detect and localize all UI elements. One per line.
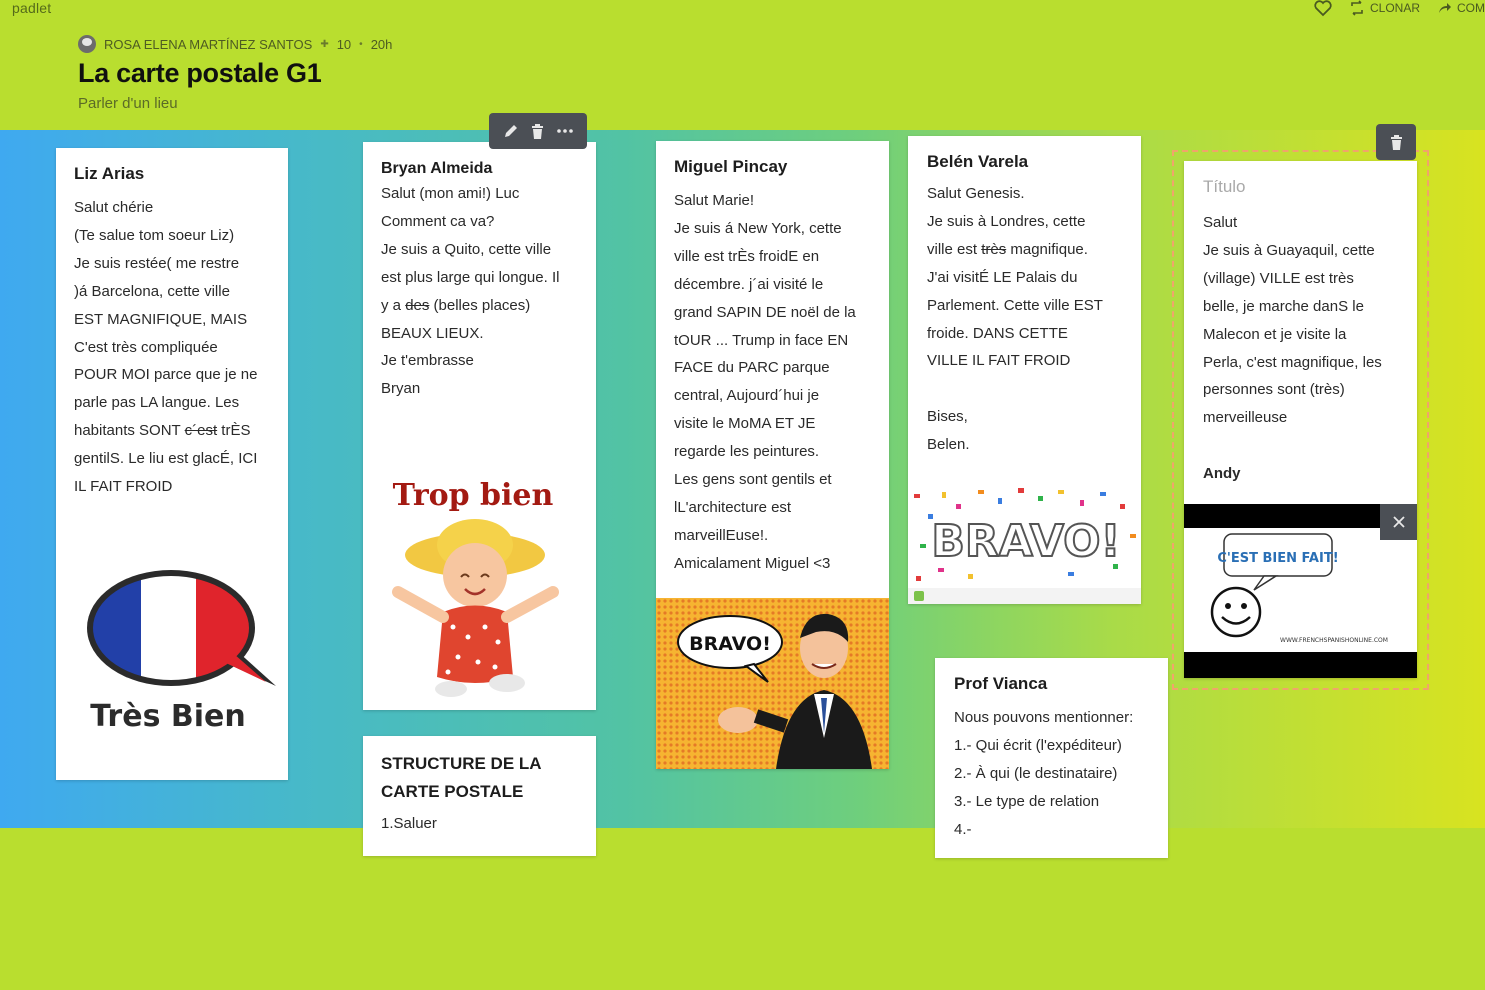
post-card-belen[interactable]: [908, 136, 1141, 604]
avatar[interactable]: [78, 35, 96, 53]
bien-fait-image[interactable]: [1184, 504, 1417, 678]
like-button[interactable]: [1314, 0, 1332, 16]
struck-text: des: [405, 296, 430, 314]
comment-label: COM: [1457, 1, 1485, 15]
top-bar: [0, 0, 1485, 20]
post-body: [927, 180, 1122, 459]
trash-icon: [531, 124, 544, 139]
pencil-icon: [503, 123, 519, 139]
padlet-wall: [0, 130, 1485, 838]
clapping-man-icon: [656, 598, 889, 769]
padlet-header: [78, 34, 392, 112]
trop-bien-image[interactable]: [373, 467, 583, 702]
author-name[interactable]: ROSA ELENA MARTÍNEZ SANTOS: [104, 36, 313, 52]
more-button[interactable]: [557, 129, 573, 133]
post-card-miguel[interactable]: [656, 141, 889, 769]
post-text: Salut chérie (Te salue tom soeur Liz) Je suis restée( me restre )á Barcelona, cette ville EST MAGNIFIQUE, MAIS C'est très compliquée POUR MOI parce que je ne parle pas LA langue. Les habitants SONT: [74, 199, 258, 440]
heart-icon: [1314, 0, 1332, 16]
clone-label: CLONAR: [1369, 1, 1420, 15]
image-caption: BRAVO!: [931, 516, 1121, 567]
delete-post-button[interactable]: [1376, 124, 1416, 160]
post-text-end: trÈS gentilS. Le liu est glacÉ, ICI IL FAIT FROID: [74, 422, 258, 496]
post-title: Prof Vianca: [954, 674, 1048, 693]
delete-button[interactable]: [531, 124, 544, 139]
post-body: [74, 194, 270, 501]
image-footer: WWW.FRENCHSPANISHONLINE.COM: [1280, 637, 1388, 644]
post-card-vianca[interactable]: [935, 658, 1168, 858]
bravo-confetti-image[interactable]: [908, 484, 1141, 604]
post-title: Bryan Almeida: [381, 160, 493, 177]
post-title-input[interactable]: Título: [1203, 177, 1246, 196]
separator-dot: •: [359, 38, 363, 50]
post-text: Salut (mon ami!) Luc Comment ca va? Je suis a Quito, cette ville est plus large qui longue. Il y a: [381, 185, 560, 314]
post-text-end: magnifique. J'ai visitÉ LE Palais du Parlement. Cette ville EST froide. DANS CETTE VILLE IL FAIT FROID Bises, Belen.: [927, 240, 1103, 454]
post-body-input[interactable]: Salut Je suis à Guayaquil, cette (village) VILLE est très belle, je marche danS le Malecon et je visite la Perla, c'est magnifique, les personnes sont (très) merveilleuse: [1203, 214, 1382, 427]
like-icon: ✚: [320, 38, 329, 50]
clone-icon: [1350, 1, 1364, 15]
image-caption: Très Bien: [90, 699, 246, 734]
baby-illustration-icon: [373, 467, 583, 702]
page-title: La carte postale G1: [78, 58, 322, 88]
trash-icon: [1390, 135, 1403, 150]
bravo-man-image[interactable]: [656, 598, 889, 769]
edit-button[interactable]: [503, 123, 519, 139]
page-subtitle: Parler d'un lieu: [78, 95, 178, 112]
remove-attachment-button[interactable]: [1380, 504, 1417, 540]
post-title: Miguel Pincay: [674, 157, 788, 176]
top-actions: [1314, 0, 1485, 16]
close-icon: [1392, 515, 1406, 529]
image-caption: C'EST BIEN FAIT!: [1217, 551, 1339, 566]
post-title: Liz Arias: [74, 164, 145, 183]
post-body: [381, 180, 578, 403]
post-text: Salut Genesis. Je suis à Londres, cette ville est: [927, 185, 1086, 258]
post-title: Belén Varela: [927, 152, 1029, 171]
struck-text: très: [981, 240, 1007, 258]
share-icon: [1438, 2, 1451, 14]
post-card-andy[interactable]: [1184, 161, 1417, 678]
post-body: Salut Marie! Je suis á New York, cette ville est trÈs froidE en décembre. j´ai visité le grand SAPIN DE noël de la tOUR ... Trump in face EN FACE du PARC parque central, Aujourd´hui je visite le MoMA ET JE regarde les peintures. Les gens sont gentils et lL'architecture est marveillEuse!. Amicalament Miguel <3: [674, 192, 856, 572]
speech-bubble-flag-icon: [76, 568, 276, 738]
author-meta: [78, 34, 392, 54]
more-icon: [557, 129, 573, 133]
post-body: Nous pouvons mentionner: 1.- Qui écrit (l'expéditeur) 2.- À qui (le destinataire) 3.- Le type de relation 4.-: [954, 709, 1134, 838]
post-card-structure[interactable]: [363, 736, 596, 856]
padlet-logo[interactable]: padlet: [12, 0, 52, 16]
post-card-liz[interactable]: [56, 148, 288, 780]
clone-button[interactable]: [1350, 1, 1420, 15]
post-title: STRUCTURE DE LA CARTE POSTALE: [381, 754, 541, 801]
image-caption: Trop bien: [392, 478, 554, 513]
comment-button[interactable]: [1438, 1, 1485, 15]
post-card-bryan[interactable]: [363, 142, 596, 710]
image-caption: BRAVO!: [689, 633, 771, 655]
tres-bien-image[interactable]: [76, 568, 276, 738]
post-toolbar: [489, 113, 587, 149]
struck-text: c´est: [184, 422, 218, 440]
post-signature: Andy: [1203, 465, 1241, 483]
like-count: 10: [336, 36, 352, 52]
post-body: 1.Saluer: [381, 815, 437, 832]
time-ago: 20h: [370, 36, 393, 52]
confetti-icon: [908, 484, 1141, 604]
post-text-end: (belles places) BEAUX LIEUX. Je t'embrasse Bryan: [381, 296, 531, 398]
